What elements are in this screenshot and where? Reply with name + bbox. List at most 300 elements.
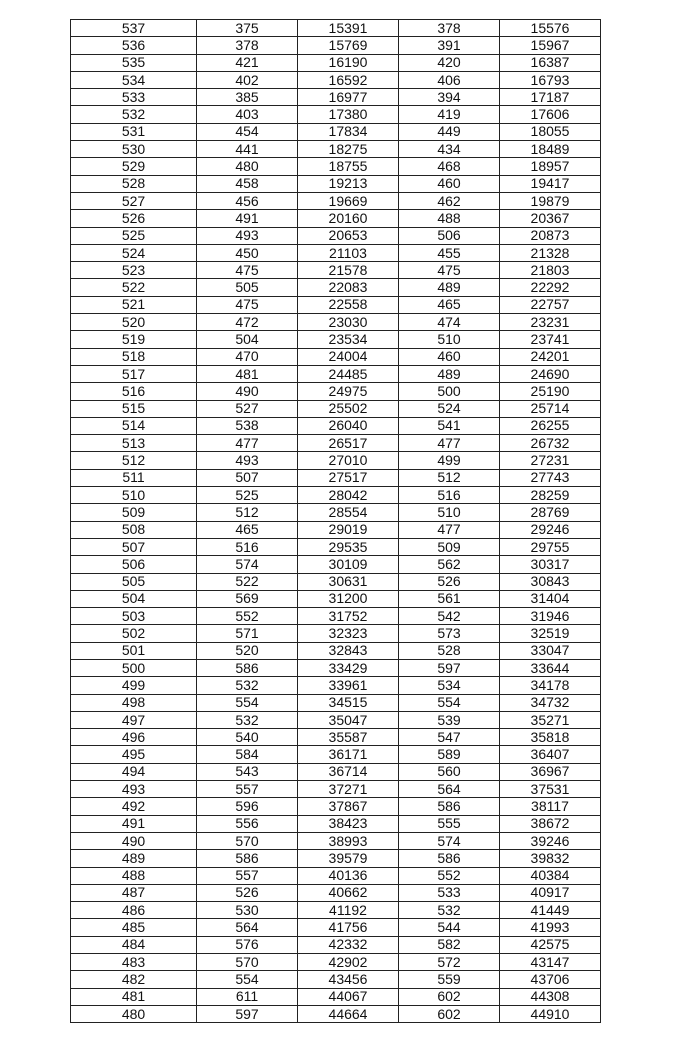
score-cell: 483: [71, 954, 197, 971]
count-a-cell: 465: [197, 521, 298, 538]
table-row: [71, 54, 601, 71]
count-b-cell: 555: [399, 815, 500, 832]
count-a-cell: 586: [197, 659, 298, 676]
score-cell: 505: [71, 573, 197, 590]
table-row: [71, 954, 601, 971]
score-cell: 517: [71, 365, 197, 382]
count-b-cell: 586: [399, 798, 500, 815]
table-row: [71, 971, 601, 988]
table-row: [71, 175, 601, 192]
cumulative-a-cell: 16190: [298, 54, 399, 71]
count-a-cell: 504: [197, 331, 298, 348]
table-row: [71, 694, 601, 711]
score-cell: 490: [71, 832, 197, 849]
score-cell: 522: [71, 279, 197, 296]
count-a-cell: 441: [197, 141, 298, 158]
score-cell: 480: [71, 1005, 197, 1022]
count-b-cell: 394: [399, 89, 500, 106]
count-a-cell: 530: [197, 902, 298, 919]
score-cell: 506: [71, 556, 197, 573]
cumulative-b-cell: 28769: [500, 504, 601, 521]
table-row: [71, 314, 601, 331]
table-row: [71, 383, 601, 400]
count-b-cell: 597: [399, 659, 500, 676]
cumulative-a-cell: 16592: [298, 71, 399, 88]
cumulative-a-cell: 39579: [298, 850, 399, 867]
count-b-cell: 573: [399, 625, 500, 642]
cumulative-b-cell: 22292: [500, 279, 601, 296]
score-cell: 504: [71, 590, 197, 607]
cumulative-a-cell: 19213: [298, 175, 399, 192]
count-b-cell: 378: [399, 20, 500, 37]
count-b-cell: 449: [399, 123, 500, 140]
table-row: [71, 884, 601, 901]
count-a-cell: 596: [197, 798, 298, 815]
cumulative-b-cell: 28259: [500, 487, 601, 504]
count-b-cell: 572: [399, 954, 500, 971]
count-a-cell: 475: [197, 296, 298, 313]
count-a-cell: 552: [197, 608, 298, 625]
table-row: [71, 279, 601, 296]
score-cell: 537: [71, 20, 197, 37]
count-b-cell: 499: [399, 452, 500, 469]
count-b-cell: 460: [399, 348, 500, 365]
score-cell: 533: [71, 89, 197, 106]
cumulative-a-cell: 17834: [298, 123, 399, 140]
table-row: [71, 538, 601, 555]
count-a-cell: 507: [197, 469, 298, 486]
score-cell: 484: [71, 936, 197, 953]
score-cell: 486: [71, 902, 197, 919]
score-cell: 501: [71, 642, 197, 659]
cumulative-a-cell: 30631: [298, 573, 399, 590]
count-b-cell: 602: [399, 988, 500, 1005]
cumulative-a-cell: 44067: [298, 988, 399, 1005]
score-cell: 530: [71, 141, 197, 158]
score-cell: 535: [71, 54, 197, 71]
cumulative-b-cell: 35271: [500, 711, 601, 728]
count-a-cell: 512: [197, 504, 298, 521]
cumulative-b-cell: 35818: [500, 729, 601, 746]
score-cell: 531: [71, 123, 197, 140]
score-cell: 536: [71, 37, 197, 54]
count-a-cell: 532: [197, 711, 298, 728]
table-row: [71, 590, 601, 607]
table-row: [71, 659, 601, 676]
count-b-cell: 589: [399, 746, 500, 763]
table-row: [71, 20, 601, 37]
count-a-cell: 564: [197, 919, 298, 936]
score-cell: 485: [71, 919, 197, 936]
cumulative-a-cell: 19669: [298, 192, 399, 209]
count-b-cell: 544: [399, 919, 500, 936]
cumulative-a-cell: 15769: [298, 37, 399, 54]
count-b-cell: 420: [399, 54, 500, 71]
cumulative-b-cell: 26255: [500, 417, 601, 434]
cumulative-b-cell: 33644: [500, 659, 601, 676]
cumulative-a-cell: 26040: [298, 417, 399, 434]
cumulative-a-cell: 30109: [298, 556, 399, 573]
count-b-cell: 534: [399, 677, 500, 694]
cumulative-b-cell: 24201: [500, 348, 601, 365]
score-cell: 508: [71, 521, 197, 538]
table-row: [71, 988, 601, 1005]
table-row: [71, 902, 601, 919]
count-b-cell: 524: [399, 400, 500, 417]
count-a-cell: 475: [197, 262, 298, 279]
table-row: [71, 832, 601, 849]
count-a-cell: 557: [197, 781, 298, 798]
cumulative-a-cell: 35047: [298, 711, 399, 728]
cumulative-b-cell: 18055: [500, 123, 601, 140]
cumulative-b-cell: 30317: [500, 556, 601, 573]
cumulative-b-cell: 16793: [500, 71, 601, 88]
count-a-cell: 450: [197, 244, 298, 261]
count-b-cell: 582: [399, 936, 500, 953]
table-row: [71, 227, 601, 244]
count-b-cell: 526: [399, 573, 500, 590]
cumulative-a-cell: 26517: [298, 435, 399, 452]
cumulative-b-cell: 23231: [500, 314, 601, 331]
cumulative-a-cell: 31752: [298, 608, 399, 625]
count-a-cell: 527: [197, 400, 298, 417]
table-row: [71, 469, 601, 486]
count-b-cell: 586: [399, 850, 500, 867]
cumulative-b-cell: 41993: [500, 919, 601, 936]
cumulative-a-cell: 32323: [298, 625, 399, 642]
table-row: [71, 141, 601, 158]
count-a-cell: 470: [197, 348, 298, 365]
cumulative-b-cell: 31946: [500, 608, 601, 625]
table-row: [71, 625, 601, 642]
cumulative-a-cell: 27517: [298, 469, 399, 486]
table-row: [71, 106, 601, 123]
count-b-cell: 547: [399, 729, 500, 746]
table-row: [71, 331, 601, 348]
count-a-cell: 472: [197, 314, 298, 331]
cumulative-a-cell: 21578: [298, 262, 399, 279]
cumulative-b-cell: 33047: [500, 642, 601, 659]
cumulative-a-cell: 24004: [298, 348, 399, 365]
count-b-cell: 455: [399, 244, 500, 261]
cumulative-b-cell: 34178: [500, 677, 601, 694]
score-cell: 514: [71, 417, 197, 434]
cumulative-a-cell: 34515: [298, 694, 399, 711]
score-cell: 503: [71, 608, 197, 625]
score-cell: 521: [71, 296, 197, 313]
score-cell: 498: [71, 694, 197, 711]
cumulative-b-cell: 42575: [500, 936, 601, 953]
cumulative-a-cell: 24485: [298, 365, 399, 382]
cumulative-b-cell: 25190: [500, 383, 601, 400]
count-b-cell: 468: [399, 158, 500, 175]
cumulative-a-cell: 37271: [298, 781, 399, 798]
table-row: [71, 781, 601, 798]
table-row: [71, 521, 601, 538]
score-cell: 499: [71, 677, 197, 694]
cumulative-a-cell: 41756: [298, 919, 399, 936]
cumulative-b-cell: 21328: [500, 244, 601, 261]
table-row: [71, 365, 601, 382]
score-cell: 510: [71, 487, 197, 504]
count-a-cell: 454: [197, 123, 298, 140]
count-b-cell: 391: [399, 37, 500, 54]
count-a-cell: 493: [197, 452, 298, 469]
score-cell: 528: [71, 175, 197, 192]
count-b-cell: 554: [399, 694, 500, 711]
count-b-cell: 460: [399, 175, 500, 192]
cumulative-b-cell: 18489: [500, 141, 601, 158]
score-cell: 524: [71, 244, 197, 261]
cumulative-a-cell: 33429: [298, 659, 399, 676]
cumulative-b-cell: 38117: [500, 798, 601, 815]
cumulative-b-cell: 21803: [500, 262, 601, 279]
score-cell: 526: [71, 210, 197, 227]
cumulative-b-cell: 17606: [500, 106, 601, 123]
table-row: [71, 1005, 601, 1022]
table-row: [71, 37, 601, 54]
count-a-cell: 403: [197, 106, 298, 123]
table-row: [71, 556, 601, 573]
count-b-cell: 562: [399, 556, 500, 573]
count-a-cell: 532: [197, 677, 298, 694]
cumulative-a-cell: 28554: [298, 504, 399, 521]
count-a-cell: 477: [197, 435, 298, 452]
count-a-cell: 526: [197, 884, 298, 901]
cumulative-b-cell: 32519: [500, 625, 601, 642]
count-b-cell: 434: [399, 141, 500, 158]
count-b-cell: 510: [399, 504, 500, 521]
cumulative-a-cell: 37867: [298, 798, 399, 815]
count-b-cell: 602: [399, 1005, 500, 1022]
count-b-cell: 475: [399, 262, 500, 279]
cumulative-a-cell: 18755: [298, 158, 399, 175]
count-b-cell: 489: [399, 279, 500, 296]
count-a-cell: 385: [197, 89, 298, 106]
count-a-cell: 520: [197, 642, 298, 659]
count-a-cell: 574: [197, 556, 298, 573]
count-a-cell: 554: [197, 971, 298, 988]
table-row: [71, 435, 601, 452]
count-b-cell: 516: [399, 487, 500, 504]
table-row: [71, 262, 601, 279]
table-row: [71, 296, 601, 313]
count-a-cell: 522: [197, 573, 298, 590]
cumulative-b-cell: 19879: [500, 192, 601, 209]
cumulative-a-cell: 33961: [298, 677, 399, 694]
cumulative-b-cell: 18957: [500, 158, 601, 175]
table-row: [71, 573, 601, 590]
cumulative-b-cell: 27743: [500, 469, 601, 486]
count-b-cell: 506: [399, 227, 500, 244]
score-cell: 515: [71, 400, 197, 417]
count-b-cell: 532: [399, 902, 500, 919]
count-a-cell: 569: [197, 590, 298, 607]
cumulative-a-cell: 36714: [298, 763, 399, 780]
cumulative-b-cell: 36407: [500, 746, 601, 763]
score-cell: 523: [71, 262, 197, 279]
count-b-cell: 474: [399, 314, 500, 331]
cumulative-b-cell: 40917: [500, 884, 601, 901]
cumulative-b-cell: 37531: [500, 781, 601, 798]
cumulative-b-cell: 25714: [500, 400, 601, 417]
cumulative-a-cell: 41192: [298, 902, 399, 919]
table-row: [71, 89, 601, 106]
score-cell: 509: [71, 504, 197, 521]
count-b-cell: 533: [399, 884, 500, 901]
table-row: [71, 210, 601, 227]
count-a-cell: 490: [197, 383, 298, 400]
table-row: [71, 867, 601, 884]
table-row: [71, 123, 601, 140]
score-cell: 493: [71, 781, 197, 798]
count-b-cell: 488: [399, 210, 500, 227]
count-a-cell: 571: [197, 625, 298, 642]
cumulative-b-cell: 34732: [500, 694, 601, 711]
cumulative-a-cell: 22558: [298, 296, 399, 313]
score-cell: 507: [71, 538, 197, 555]
count-a-cell: 505: [197, 279, 298, 296]
cumulative-b-cell: 36967: [500, 763, 601, 780]
cumulative-a-cell: 22083: [298, 279, 399, 296]
score-cell: 532: [71, 106, 197, 123]
score-cell: 527: [71, 192, 197, 209]
count-a-cell: 480: [197, 158, 298, 175]
count-a-cell: 597: [197, 1005, 298, 1022]
table-row: [71, 348, 601, 365]
count-a-cell: 538: [197, 417, 298, 434]
cumulative-a-cell: 20653: [298, 227, 399, 244]
count-b-cell: 528: [399, 642, 500, 659]
table-row: [71, 746, 601, 763]
cumulative-b-cell: 31404: [500, 590, 601, 607]
table-row: [71, 487, 601, 504]
cumulative-b-cell: 43706: [500, 971, 601, 988]
count-b-cell: 419: [399, 106, 500, 123]
cumulative-a-cell: 24975: [298, 383, 399, 400]
cumulative-b-cell: 30843: [500, 573, 601, 590]
count-b-cell: 552: [399, 867, 500, 884]
cumulative-b-cell: 29755: [500, 538, 601, 555]
table-row: [71, 400, 601, 417]
cumulative-a-cell: 42332: [298, 936, 399, 953]
count-a-cell: 491: [197, 210, 298, 227]
score-cell: 482: [71, 971, 197, 988]
count-b-cell: 465: [399, 296, 500, 313]
table-row: [71, 158, 601, 175]
cumulative-b-cell: 17187: [500, 89, 601, 106]
cumulative-a-cell: 29535: [298, 538, 399, 555]
count-b-cell: 500: [399, 383, 500, 400]
count-a-cell: 481: [197, 365, 298, 382]
score-cell: 489: [71, 850, 197, 867]
cumulative-a-cell: 43456: [298, 971, 399, 988]
cumulative-b-cell: 16387: [500, 54, 601, 71]
table-row: [71, 71, 601, 88]
count-b-cell: 462: [399, 192, 500, 209]
cumulative-a-cell: 23534: [298, 331, 399, 348]
cumulative-a-cell: 17380: [298, 106, 399, 123]
count-a-cell: 584: [197, 746, 298, 763]
cumulative-a-cell: 15391: [298, 20, 399, 37]
cumulative-b-cell: 24690: [500, 365, 601, 382]
count-b-cell: 561: [399, 590, 500, 607]
table-row: [71, 850, 601, 867]
table-row: [71, 452, 601, 469]
count-a-cell: 543: [197, 763, 298, 780]
table-row: [71, 504, 601, 521]
score-cell: 534: [71, 71, 197, 88]
count-b-cell: 559: [399, 971, 500, 988]
table-row: [71, 729, 601, 746]
table-row: [71, 642, 601, 659]
cumulative-b-cell: 43147: [500, 954, 601, 971]
count-b-cell: 541: [399, 417, 500, 434]
score-cell: 519: [71, 331, 197, 348]
cumulative-b-cell: 23741: [500, 331, 601, 348]
cumulative-b-cell: 44308: [500, 988, 601, 1005]
count-b-cell: 510: [399, 331, 500, 348]
count-a-cell: 586: [197, 850, 298, 867]
table-row: [71, 711, 601, 728]
score-cell: 512: [71, 452, 197, 469]
count-b-cell: 539: [399, 711, 500, 728]
score-cell: 502: [71, 625, 197, 642]
table-row: [71, 798, 601, 815]
score-table-body: [71, 20, 601, 1023]
count-b-cell: 489: [399, 365, 500, 382]
table-row: [71, 677, 601, 694]
cumulative-a-cell: 18275: [298, 141, 399, 158]
score-cell: 529: [71, 158, 197, 175]
score-cell: 496: [71, 729, 197, 746]
cumulative-a-cell: 16977: [298, 89, 399, 106]
count-b-cell: 477: [399, 521, 500, 538]
score-cell: 500: [71, 659, 197, 676]
cumulative-b-cell: 20873: [500, 227, 601, 244]
cumulative-a-cell: 42902: [298, 954, 399, 971]
cumulative-b-cell: 20367: [500, 210, 601, 227]
score-cell: 518: [71, 348, 197, 365]
cumulative-b-cell: 40384: [500, 867, 601, 884]
cumulative-a-cell: 40662: [298, 884, 399, 901]
count-a-cell: 554: [197, 694, 298, 711]
table-row: [71, 417, 601, 434]
score-cell: 491: [71, 815, 197, 832]
cumulative-a-cell: 36171: [298, 746, 399, 763]
table-row: [71, 763, 601, 780]
score-cell: 488: [71, 867, 197, 884]
cumulative-a-cell: 23030: [298, 314, 399, 331]
score-cell: 492: [71, 798, 197, 815]
cumulative-a-cell: 40136: [298, 867, 399, 884]
score-cell: 520: [71, 314, 197, 331]
count-a-cell: 570: [197, 954, 298, 971]
cumulative-a-cell: 28042: [298, 487, 399, 504]
count-b-cell: 574: [399, 832, 500, 849]
cumulative-a-cell: 31200: [298, 590, 399, 607]
score-table: [70, 19, 601, 1023]
count-b-cell: 406: [399, 71, 500, 88]
count-b-cell: 512: [399, 469, 500, 486]
cumulative-b-cell: 27231: [500, 452, 601, 469]
count-a-cell: 556: [197, 815, 298, 832]
count-a-cell: 493: [197, 227, 298, 244]
cumulative-b-cell: 19417: [500, 175, 601, 192]
cumulative-a-cell: 21103: [298, 244, 399, 261]
count-b-cell: 560: [399, 763, 500, 780]
cumulative-a-cell: 35587: [298, 729, 399, 746]
